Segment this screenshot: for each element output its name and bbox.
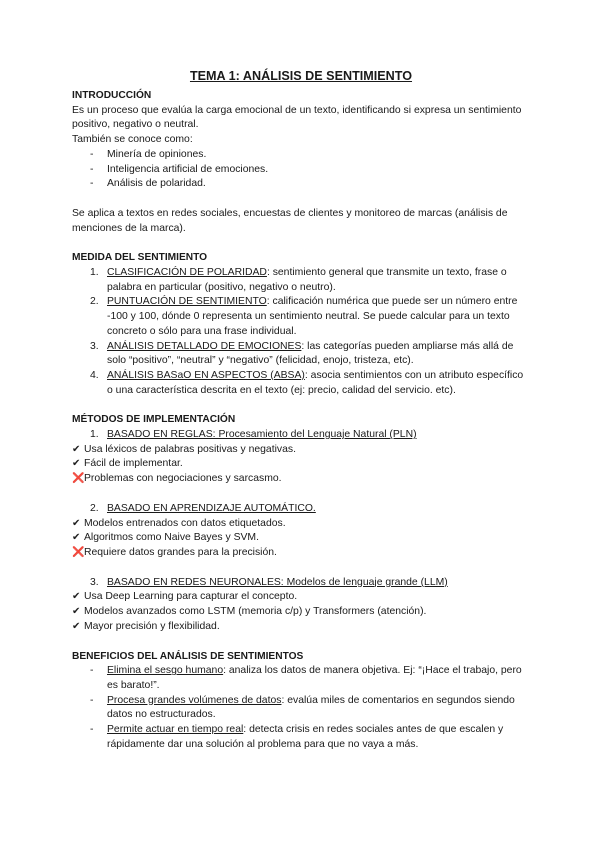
method-title: 1. BASADO EN REGLAS: Procesamiento del Lenguaje Natural (PLN) xyxy=(90,429,417,441)
medida-heading: MEDIDA DEL SENTIMIENTO xyxy=(72,252,208,264)
beneficios-list xyxy=(72,664,530,752)
list-item: 3. ANÁLISIS DETALLADO DE EMOCIONES: las categorías pueden ampliarse más allá de solo “positivo”, “neutral” y “negativo” (felicidad, enojo, tristeza, etc). xyxy=(90,340,514,367)
check-icon: ✔ xyxy=(72,517,81,529)
pro-item: ✔ Mayor precisión y flexibilidad. xyxy=(72,620,530,635)
check-icon: ✔ xyxy=(72,458,81,470)
intro-paragraph: Es un proceso que evalúa la carga emocional de un texto, identificando si expresa un sentimiento positivo, negativo o neutral. xyxy=(72,104,522,131)
term: Permite actuar en tiempo real xyxy=(107,724,244,736)
term: ANÁLISIS BASaO EN ASPECTOS (ABSA) xyxy=(107,369,305,381)
term: Procesa grandes volúmenes de datos xyxy=(107,694,282,706)
term: CLASIFICACIÓN DE POLARIDAD xyxy=(107,267,267,279)
check-icon: ✔ xyxy=(72,606,81,618)
list-item: 2. PUNTUACIÓN DE SENTIMIENTO: calificación numérica que puede ser un número entre -100 y 100, dónde 0 representa un sentimiento neutral. Se puede calcular para un texto concreto o sólo para una frase individual. xyxy=(90,296,518,337)
list-item: - Procesa grandes volúmenes de datos: evalúa miles de comentarios en segundos siendo datos no estructurados. xyxy=(72,694,530,723)
check-icon: ✔ xyxy=(72,620,81,632)
method-title: 3. BASADO EN REDES NEURONALES: Modelos de lenguaje grande (LLM) xyxy=(90,576,448,588)
aliases-list xyxy=(72,148,530,192)
beneficios-heading: BENEFICIOS DEL ANÁLISIS DE SENTIMIENTOS xyxy=(72,650,304,662)
term: ANÁLISIS DETALLADO DE EMOCIONES xyxy=(107,340,302,352)
list-item: - Minería de opiniones. xyxy=(72,148,530,163)
metodos-heading: MÉTODOS DE IMPLEMENTACIÓN xyxy=(72,414,236,426)
list-item: - Permite actuar en tiempo real: detecta crisis en redes sociales antes de que escalen y rápidamente dar una solución al problema para que no vaya a más. xyxy=(72,723,530,752)
medida-list xyxy=(72,266,530,398)
con-item: ❌ Problemas con negociaciones y sarcasmo. xyxy=(72,472,530,487)
list-item: - Inteligencia artificial de emociones. xyxy=(72,163,530,178)
cross-icon: ❌ xyxy=(72,473,85,485)
list-item: - Elimina el sesgo humano: analiza los datos de manera objetiva. Ej: “¡Hace el trabajo, pero es barato!”. xyxy=(72,664,530,693)
check-icon: ✔ xyxy=(72,532,81,544)
document-page xyxy=(72,68,530,752)
term: PUNTUACIÓN DE SENTIMIENTO xyxy=(107,296,267,308)
con-item: ❌ Requiere datos grandes para la precisión. xyxy=(72,546,530,561)
list-item: 4. ANÁLISIS BASaO EN ASPECTOS (ABSA): asocia sentimientos con un atributo específico o una característica descrita en el texto (ej: precio, calidad del servicio. etc). xyxy=(90,369,524,396)
pro-item: ✔ Fácil de implementar. xyxy=(72,457,530,472)
aliases-lead: También se conoce como: xyxy=(72,134,193,146)
list-item: 1. CLASIFICACIÓN DE POLARIDAD: sentimiento general que transmite un texto, frase o palabra en particular (positivo, negativo o neutro). xyxy=(90,267,507,293)
term: Elimina el sesgo humano xyxy=(107,665,224,677)
application-paragraph: Se aplica a textos en redes sociales, encuestas de clientes y monitoreo de marcas (análisis de menciones de la marca). xyxy=(72,207,508,234)
pro-item: ✔ Usa léxicos de palabras positivas y negativas. xyxy=(72,443,530,458)
intro-heading: INTRODUCCIÓN xyxy=(72,90,152,101)
document-title: TEMA 1: ANÁLISIS DE SENTIMIENTO xyxy=(189,69,413,83)
pro-item: ✔ Modelos entrenados con datos etiquetados. xyxy=(72,517,530,532)
check-icon: ✔ xyxy=(72,591,81,603)
check-icon: ✔ xyxy=(72,443,81,455)
pro-item: ✔ Algoritmos como Naive Bayes y SVM. xyxy=(72,531,530,546)
pro-item: ✔ Modelos avanzados como LSTM (memoria c/p) y Transformers (atención). xyxy=(72,605,530,620)
method-title: 2. BASADO EN APRENDIZAJE AUTOMÁTICO. xyxy=(90,502,316,514)
list-item: - Análisis de polaridad. xyxy=(72,177,530,192)
pro-item: ✔ Usa Deep Learning para capturar el concepto. xyxy=(72,590,530,605)
cross-icon: ❌ xyxy=(72,546,85,558)
